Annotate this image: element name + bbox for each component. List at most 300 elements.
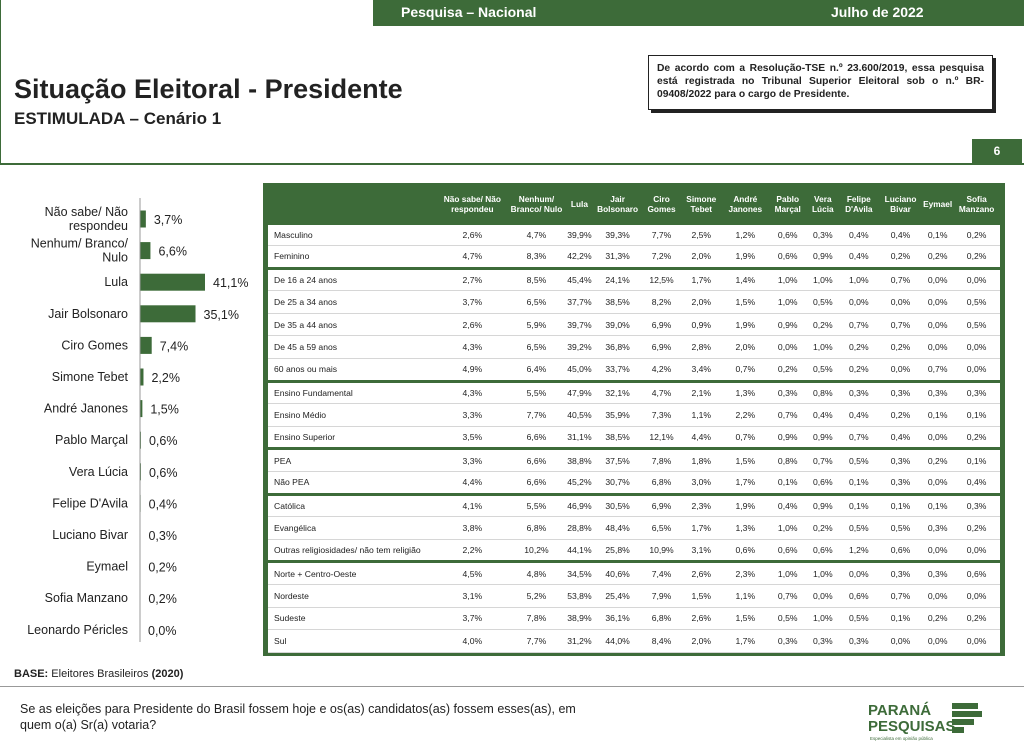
table-cell: 3,8% — [438, 517, 507, 540]
table-cell: 0,4% — [879, 223, 922, 246]
table-cell: 6,8% — [643, 607, 681, 630]
table-cell: 1,0% — [769, 291, 807, 314]
table-cell: 0,0% — [953, 336, 1000, 359]
table-cell: 0,0% — [953, 539, 1000, 562]
table-cell: 38,8% — [566, 449, 592, 472]
table-cell: 0,9% — [807, 246, 839, 269]
table-cell: 2,3% — [722, 562, 768, 585]
table-cell: 0,0% — [807, 585, 839, 608]
table-cell: 0,2% — [922, 246, 953, 269]
table-cell: 0,7% — [879, 313, 922, 336]
table-cell: 0,0% — [879, 359, 922, 382]
table-column-header: Vera Lúcia — [807, 186, 839, 223]
table-cell: 2,6% — [680, 607, 722, 630]
table-cell: 1,3% — [722, 381, 768, 404]
table-row — [268, 472, 1000, 495]
table-cell: 0,0% — [922, 313, 953, 336]
table-cell: 0,6% — [807, 539, 839, 562]
table-row — [268, 223, 1000, 246]
table-cell: 0,3% — [879, 449, 922, 472]
table-row — [268, 313, 1000, 336]
table-cell: 37,5% — [593, 449, 643, 472]
table-cell: 4,7% — [507, 223, 567, 246]
table-row-label: De 25 a 34 anos — [268, 291, 438, 314]
table-cell: 45,4% — [566, 268, 592, 291]
bar-group — [55, 432, 177, 449]
table-cell: 0,9% — [680, 313, 722, 336]
table-cell: 0,6% — [879, 539, 922, 562]
table-cell: 0,0% — [922, 630, 953, 653]
table-cell: 24,1% — [593, 268, 643, 291]
table-cell: 6,9% — [643, 336, 681, 359]
table-cell: 0,4% — [839, 223, 879, 246]
bar-group — [48, 305, 239, 322]
table-cell: 0,1% — [839, 472, 879, 495]
table-cell: 0,2% — [922, 449, 953, 472]
table-cell: 1,0% — [807, 607, 839, 630]
table-cell: 1,5% — [722, 607, 768, 630]
table-cell: 0,3% — [879, 381, 922, 404]
table-cell: 40,5% — [566, 404, 592, 427]
base-prefix: BASE: — [14, 668, 49, 680]
table-cell: 6,8% — [507, 517, 567, 540]
table-cell: 0,3% — [922, 562, 953, 585]
bar-group — [27, 623, 176, 638]
table-cell: 1,9% — [722, 246, 768, 269]
table-cell: 39,9% — [566, 223, 592, 246]
bar — [140, 211, 146, 228]
bar-value-label: 0,2% — [148, 560, 177, 575]
table-row — [268, 268, 1000, 291]
table-cell: 0,0% — [769, 336, 807, 359]
table-cell: 4,7% — [643, 381, 681, 404]
table-cell: 0,0% — [879, 291, 922, 314]
table-cell: 2,0% — [722, 336, 768, 359]
table-cell: 1,0% — [839, 268, 879, 291]
table-cell: 0,0% — [839, 291, 879, 314]
table-cell: 8,4% — [643, 630, 681, 653]
table-cell: 0,3% — [769, 630, 807, 653]
table-cell: 1,4% — [722, 268, 768, 291]
table-cell: 7,2% — [643, 246, 681, 269]
parana-pesquisas-logo — [866, 695, 986, 743]
table-cell: 2,6% — [438, 223, 507, 246]
table-column-header: Nenhum/ Branco/ Nulo — [507, 186, 567, 223]
table-cell: 7,4% — [643, 562, 681, 585]
table-cell: 1,5% — [722, 449, 768, 472]
table-cell: 34,5% — [566, 562, 592, 585]
header-bar — [373, 0, 1024, 26]
table-cell: 0,0% — [922, 472, 953, 495]
bar-value-label: 2,2% — [151, 371, 180, 385]
table-row — [268, 449, 1000, 472]
table-row-label: Outras religiosidades/ não tem religião — [268, 539, 438, 562]
table-cell: 0,9% — [807, 426, 839, 449]
bar-category-label: Leonardo Péricles — [27, 622, 128, 637]
table-cell: 0,1% — [839, 494, 879, 517]
table-cell: 0,6% — [953, 562, 1000, 585]
table-cell: 0,3% — [807, 630, 839, 653]
table-cell: 0,4% — [953, 472, 1000, 495]
table-corner — [268, 186, 438, 223]
table-cell: 30,7% — [593, 472, 643, 495]
bar — [140, 305, 196, 322]
table-cell: 38,5% — [593, 426, 643, 449]
table-row — [268, 562, 1000, 585]
table-cell: 1,9% — [722, 494, 768, 517]
bar-category-label: Sofia Manzano — [44, 591, 128, 606]
table-cell: 0,4% — [879, 426, 922, 449]
table-cell: 5,2% — [507, 585, 567, 608]
table-cell: 3,0% — [680, 472, 722, 495]
table-cell: 0,0% — [922, 268, 953, 291]
bar-group — [104, 274, 248, 291]
table-cell: 5,5% — [507, 381, 567, 404]
table-cell: 31,2% — [566, 630, 592, 653]
table-cell: 25,8% — [593, 539, 643, 562]
table-cell: 0,6% — [839, 585, 879, 608]
table-column-header: Ciro Gomes — [643, 186, 681, 223]
table-cell: 0,3% — [922, 517, 953, 540]
table-cell: 25,4% — [593, 585, 643, 608]
table-cell: 0,5% — [953, 291, 1000, 314]
table-cell: 1,3% — [722, 517, 768, 540]
table-cell: 0,0% — [953, 359, 1000, 382]
table-cell: 7,3% — [643, 404, 681, 427]
table-cell: 6,6% — [507, 426, 567, 449]
table-cell: 0,7% — [807, 449, 839, 472]
table-column-header: André Janones — [722, 186, 768, 223]
table-cell: 0,5% — [769, 607, 807, 630]
table-cell: 0,7% — [879, 268, 922, 291]
table-row-label: Norte + Centro-Oeste — [268, 562, 438, 585]
table-cell: 0,6% — [769, 246, 807, 269]
table-cell: 3,1% — [680, 539, 722, 562]
table-cell: 1,0% — [807, 562, 839, 585]
table-row — [268, 291, 1000, 314]
table-row — [268, 359, 1000, 382]
table-cell: 2,0% — [680, 291, 722, 314]
table-cell: 0,0% — [953, 630, 1000, 653]
table-row — [268, 336, 1000, 359]
table-cell: 0,1% — [953, 404, 1000, 427]
table-cell: 1,1% — [722, 585, 768, 608]
table-cell: 0,5% — [953, 313, 1000, 336]
table-row — [268, 494, 1000, 517]
table-cell: 2,2% — [438, 539, 507, 562]
table-cell: 2,7% — [438, 268, 507, 291]
table-cell: 45,2% — [566, 472, 592, 495]
table-cell: 39,2% — [566, 336, 592, 359]
header-divider — [0, 163, 1024, 165]
table-cell: 0,1% — [769, 472, 807, 495]
table-cell: 6,5% — [507, 291, 567, 314]
table-cell: 0,0% — [922, 291, 953, 314]
table-cell: 0,2% — [807, 313, 839, 336]
table-cell: 4,3% — [438, 336, 507, 359]
table-cell: 32,1% — [593, 381, 643, 404]
table-cell: 4,1% — [438, 494, 507, 517]
bar-value-label: 41,1% — [213, 276, 249, 291]
logo-line2: PESQUISAS — [868, 718, 956, 735]
bar-category-label: Luciano Bivar — [52, 528, 128, 542]
base-note — [14, 668, 183, 680]
survey-question: Se as eleições para Presidente do Brasil fossem hoje e os(as) candidatos(as) fossem esses(as), em quem o(a) Sr(a) votaria? — [20, 702, 576, 732]
table-cell: 0,0% — [953, 268, 1000, 291]
table-cell: 1,2% — [722, 223, 768, 246]
registration-notice: De acordo com a Resolução-TSE n.º 23.600/2019, essa pesquisa está registrada no Tribunal Superior Eleitoral sob o n.º BR-09408/2022 para o cargo de Presidente. — [648, 55, 993, 110]
bar-category-label: Felipe D'Avila — [52, 496, 128, 511]
table-cell: 44,1% — [566, 539, 592, 562]
table-cell: 37,7% — [566, 291, 592, 314]
table-cell: 39,0% — [593, 313, 643, 336]
table-row — [268, 630, 1000, 653]
table-row-label: Sul — [268, 630, 438, 653]
table-cell: 0,7% — [769, 404, 807, 427]
table-cell: 4,5% — [438, 562, 507, 585]
table-cell: 5,5% — [507, 494, 567, 517]
table-cell: 0,0% — [922, 539, 953, 562]
table-cell: 0,9% — [769, 426, 807, 449]
bar-category-label: Vera Lúcia — [68, 464, 128, 479]
table-cell: 0,0% — [953, 585, 1000, 608]
bar-group — [52, 495, 177, 512]
table-row — [268, 517, 1000, 540]
table-row — [268, 381, 1000, 404]
table-cell: 6,5% — [507, 336, 567, 359]
bar-category-label: Nenhum/ Branco/ Nulo — [30, 236, 128, 265]
table-cell: 0,5% — [879, 517, 922, 540]
table-cell: 0,4% — [769, 494, 807, 517]
bar-value-label: 3,7% — [153, 213, 183, 227]
table-row-label: Sudeste — [268, 607, 438, 630]
table-cell: 2,5% — [680, 223, 722, 246]
logo-tagline: Especialista em opinião pública — [870, 736, 933, 741]
page-subtitle: ESTIMULADA – Cenário 1 — [14, 109, 222, 128]
table-row-label: Não PEA — [268, 472, 438, 495]
table-cell: 7,8% — [643, 449, 681, 472]
table-cell: 4,4% — [680, 426, 722, 449]
table-cell: 7,7% — [507, 630, 567, 653]
bar-category-label: André Janones — [43, 401, 128, 416]
crosstab-table-frame — [263, 183, 1005, 656]
table-cell: 48,4% — [593, 517, 643, 540]
table-cell: 1,0% — [769, 268, 807, 291]
table-cell: 2,3% — [680, 494, 722, 517]
table-cell: 0,3% — [879, 472, 922, 495]
bar-category-label: Lula — [104, 275, 128, 290]
table-cell: 1,7% — [680, 268, 722, 291]
table-cell: 0,5% — [839, 449, 879, 472]
table-cell: 0,2% — [879, 246, 922, 269]
table-cell: 0,2% — [879, 336, 922, 359]
table-cell: 12,5% — [643, 268, 681, 291]
table-cell: 12,1% — [643, 426, 681, 449]
table-cell: 8,2% — [643, 291, 681, 314]
table-row — [268, 246, 1000, 269]
bar-category-label: Eymael — [86, 559, 128, 574]
bar-value-label: 0,2% — [148, 592, 177, 607]
table-cell: 39,3% — [593, 223, 643, 246]
base-text: Eleitores Brasileiros — [51, 668, 149, 680]
table-cell: 42,2% — [566, 246, 592, 269]
table-cell: 36,1% — [593, 607, 643, 630]
table-cell: 4,7% — [438, 246, 507, 269]
table-cell: 0,1% — [953, 449, 1000, 472]
footer-divider — [0, 686, 1024, 687]
table-cell: 3,1% — [438, 585, 507, 608]
bar-value-label: 0,6% — [148, 434, 178, 449]
table-cell: 0,4% — [807, 404, 839, 427]
table-cell: 0,8% — [769, 449, 807, 472]
table-cell: 6,9% — [643, 494, 681, 517]
table-column-header: Sofia Manzano — [953, 186, 1000, 223]
table-cell: 7,7% — [507, 404, 567, 427]
bar-group — [31, 237, 187, 265]
table-cell: 2,8% — [680, 336, 722, 359]
table-cell: 0,2% — [879, 404, 922, 427]
vote-bar-chart — [0, 190, 262, 645]
bar — [140, 242, 150, 259]
table-cell: 0,2% — [839, 336, 879, 359]
table-body — [268, 223, 1000, 652]
table-cell: 45,0% — [566, 359, 592, 382]
table-cell: 0,7% — [879, 585, 922, 608]
table-row-label: Ensino Superior — [268, 426, 438, 449]
table-cell: 0,0% — [922, 426, 953, 449]
bar-group — [61, 337, 188, 354]
table-cell: 3,7% — [438, 607, 507, 630]
table-cell: 38,9% — [566, 607, 592, 630]
table-cell: 4,9% — [438, 359, 507, 382]
table-cell: 0,4% — [839, 246, 879, 269]
bar-group — [52, 527, 177, 544]
table-cell: 0,1% — [922, 494, 953, 517]
table-cell: 3,3% — [438, 404, 507, 427]
crosstab-table — [268, 186, 1000, 653]
table-header-row — [268, 186, 1000, 223]
table-cell: 0,1% — [879, 494, 922, 517]
table-cell: 1,7% — [722, 472, 768, 495]
bar — [140, 369, 143, 386]
table-cell: 6,6% — [507, 449, 567, 472]
table-cell: 0,7% — [922, 359, 953, 382]
table-cell: 0,2% — [807, 517, 839, 540]
table-cell: 3,5% — [438, 426, 507, 449]
table-cell: 0,5% — [839, 607, 879, 630]
table-cell: 0,8% — [807, 381, 839, 404]
left-border — [0, 0, 1, 163]
bar-group — [44, 400, 179, 417]
table-cell: 0,5% — [839, 517, 879, 540]
table-cell: 6,6% — [507, 472, 567, 495]
table-cell: 0,3% — [839, 630, 879, 653]
table-cell: 39,7% — [566, 313, 592, 336]
table-cell: 4,0% — [438, 630, 507, 653]
table-cell: 6,8% — [643, 472, 681, 495]
table-cell: 3,7% — [438, 291, 507, 314]
table-row — [268, 426, 1000, 449]
table-cell: 0,9% — [769, 313, 807, 336]
table-cell: 0,4% — [839, 404, 879, 427]
table-cell: 2,2% — [722, 404, 768, 427]
table-row-label: Católica — [268, 494, 438, 517]
table-cell: 0,3% — [953, 494, 1000, 517]
table-cell: 0,6% — [769, 223, 807, 246]
table-row-label: De 35 a 44 anos — [268, 313, 438, 336]
bar-group — [69, 463, 178, 480]
table-cell: 2,1% — [680, 381, 722, 404]
table-row-label: Masculino — [268, 223, 438, 246]
table-cell: 44,0% — [593, 630, 643, 653]
table-cell: 0,9% — [807, 494, 839, 517]
table-cell: 8,5% — [507, 268, 567, 291]
table-cell: 28,8% — [566, 517, 592, 540]
table-cell: 36,8% — [593, 336, 643, 359]
table-cell: 0,0% — [879, 630, 922, 653]
table-row-label: Feminino — [268, 246, 438, 269]
table-cell: 7,7% — [643, 223, 681, 246]
page-title: Situação Eleitoral - Presidente — [14, 74, 403, 104]
table-cell: 40,6% — [593, 562, 643, 585]
table-cell: 0,3% — [953, 381, 1000, 404]
table-cell: 35,9% — [593, 404, 643, 427]
table-cell: 4,4% — [438, 472, 507, 495]
table-cell: 6,4% — [507, 359, 567, 382]
table-cell: 0,6% — [769, 539, 807, 562]
table-cell: 2,0% — [680, 630, 722, 653]
table-cell: 0,0% — [839, 562, 879, 585]
table-cell: 0,0% — [922, 585, 953, 608]
table-column-header: Não sabe/ Não respondeu — [438, 186, 507, 223]
bar-value-label: 0,0% — [148, 623, 177, 638]
bar-value-label: 0,3% — [148, 529, 177, 543]
table-cell: 10,9% — [643, 539, 681, 562]
table-column-header: Luciano Bivar — [879, 186, 922, 223]
table-cell: 31,3% — [593, 246, 643, 269]
table-cell: 2,6% — [680, 562, 722, 585]
bar-value-label: 6,6% — [158, 244, 187, 259]
table-column-header: Simone Tebet — [680, 186, 722, 223]
table-cell: 6,9% — [643, 313, 681, 336]
table-cell: 1,9% — [722, 313, 768, 336]
bar-group — [52, 369, 180, 386]
table-cell: 1,0% — [807, 336, 839, 359]
table-cell: 0,6% — [807, 472, 839, 495]
bar-group — [86, 558, 177, 575]
survey-label: Pesquisa – Nacional — [401, 4, 537, 20]
table-cell: 0,2% — [839, 359, 879, 382]
table-cell: 53,8% — [566, 585, 592, 608]
table-cell: 0,3% — [769, 381, 807, 404]
table-cell: 0,3% — [922, 381, 953, 404]
table-cell: 1,8% — [680, 449, 722, 472]
base-year: (2020) — [151, 668, 184, 680]
table-cell: 0,5% — [807, 359, 839, 382]
table-row-label: Ensino Fundamental — [268, 381, 438, 404]
table-cell: 0,2% — [953, 517, 1000, 540]
table-cell: 4,2% — [643, 359, 681, 382]
bar-group — [45, 205, 183, 233]
table-column-header: Lula — [566, 186, 592, 223]
table-cell: 8,3% — [507, 246, 567, 269]
table-cell: 0,1% — [879, 607, 922, 630]
table-row — [268, 585, 1000, 608]
table-cell: 0,7% — [722, 426, 768, 449]
bar-value-label: 0,4% — [148, 497, 178, 512]
bar-value-label: 7,4% — [159, 339, 189, 354]
table-cell: 10,2% — [507, 539, 567, 562]
